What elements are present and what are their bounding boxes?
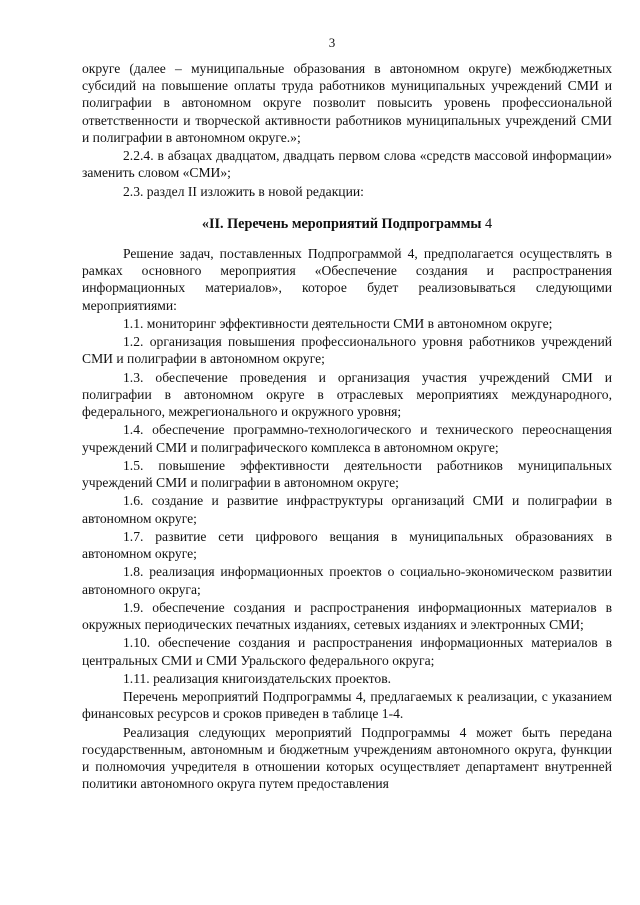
section-heading: [82, 216, 612, 233]
list-item: 1.11. реализация книгоиздательских проектов.: [123, 670, 392, 686]
list-item: 1.4. обеспечение программно-технологического и технического переоснащения учреждений СМИ и полиграфического комплекса в автономном округе;: [82, 422, 612, 455]
list-item: 1.8. реализация информационных проектов о социально-экономическом развитии автономного округа;: [82, 564, 612, 597]
document-body: [82, 60, 612, 793]
section-heading-number: 4: [484, 215, 493, 232]
paragraph-intro: Решение задач, поставленных Подпрограммой 4, предполагается осуществлять в рамках основного мероприятия «Обеспечение создания и распространения информационных материалов», которое будет реализовываться следующими мероприятиями:: [82, 246, 612, 313]
list-item: 1.6. создание и развитие инфраструктуры организаций СМИ и полиграфии в автономном округе;: [82, 493, 612, 526]
paragraph-amendment-2-2-4: 2.2.4. в абзацах двадцатом, двадцать первом слова «средств массовой информации» заменить словом «СМИ»;: [82, 148, 612, 181]
paragraph-amendment-2-3: 2.3. раздел II изложить в новой редакции:: [123, 183, 364, 199]
list-item: 1.10. обеспечение создания и распространения информационных материалов в центральных СМИ и СМИ Уральского федерального округа;: [82, 635, 612, 668]
list-item: 1.2. организация повышения профессионального уровня работников учреждений СМИ и полиграфии в автономном округе;: [82, 334, 612, 367]
list-item: 1.3. обеспечение проведения и организация участия учреждений СМИ и полиграфии в автономном округе в отраслевых мероприятиях международного, федерального, межрегионального и окружного уровня;: [82, 369, 612, 420]
list-item: 1.7. развитие сети цифрового вещания в муниципальных образованиях в автономном округе;: [82, 528, 612, 562]
list-item: 1.9. обеспечение создания и распространения информационных материалов в окружных периодических печатных изданиях, сетевых изданиях и электронных СМИ;: [82, 599, 612, 633]
paragraph-table-reference: Перечень мероприятий Подпрограммы 4, предлагаемых к реализации, с указанием финансовых ресурсов и сроков приведен в таблице 1-4.: [82, 689, 612, 722]
list-item: 1.1. мониторинг эффективности деятельности СМИ в автономном округе;: [123, 315, 553, 331]
list-item: 1.5. повышение эффективности деятельности работников муниципальных учреждений СМИ и полиграфии в автономном округе;: [82, 457, 612, 491]
section-heading-text: «II. Перечень мероприятий Подпрограммы: [201, 215, 482, 232]
paragraph-final: Реализация следующих мероприятий Подпрограммы 4 может быть передана государственным, автономным и бюджетным учреждениям автономного округа, функции и полномочия учредителя в отношении которых осуществляет департамент внутренней политики автономного округа путем предоставления: [82, 724, 612, 792]
page-number: 3: [328, 35, 336, 50]
paragraph-continuation: округе (далее – муниципальные образования в автономном округе) межбюджетных субсидий на повышение оплаты труда работников муниципальных учреждений СМИ и полиграфии в автономном округе позволит повысить уровень профессиональной ответственности и творческой активности работников муниципальных учреждений СМИ и полиграфии в автономном округе.»;: [82, 61, 612, 145]
